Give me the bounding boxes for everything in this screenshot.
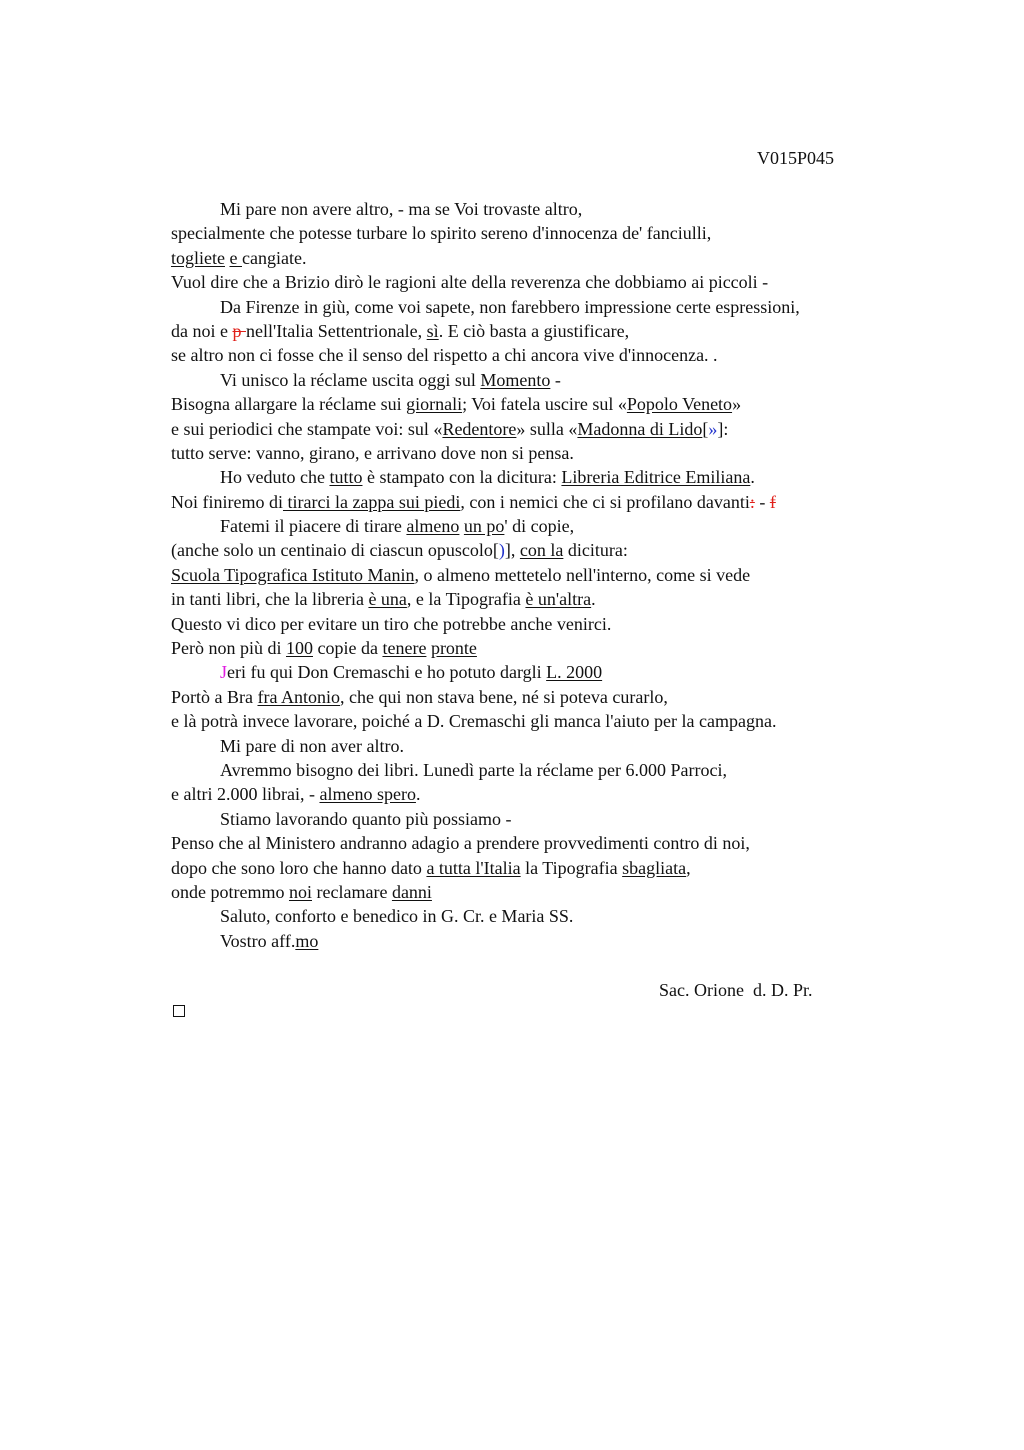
text-segment: e sui periodici che stampate voi: sul « (171, 418, 443, 439)
underlined-text: almeno (406, 516, 460, 537)
text-segment: Mi pare non avere altro, - ma se Voi trovaste altro, (220, 199, 583, 219)
text-segment: - (550, 369, 561, 390)
text-segment: è stampato con la dicitura: (362, 467, 562, 488)
text-segment: Avremmo bisogno dei libri. Lunedì parte la réclame per 6.000 Parroci, (220, 759, 728, 780)
text-segment: ]: (717, 418, 729, 439)
text-line (171, 807, 800, 831)
text-segment: , che qui non stava bene, né si poteva curarlo, (339, 686, 668, 707)
letter-body (171, 197, 800, 953)
text-line (171, 685, 800, 709)
text-segment: nell'Italia Settentrionale, (245, 320, 427, 341)
text-segment: » (732, 394, 742, 415)
text-line (171, 221, 800, 245)
underlined-text: mo (295, 930, 319, 951)
underlined-text: noi (288, 881, 312, 902)
text-segment: Ho veduto che (220, 467, 330, 488)
text-segment: da noi e (171, 320, 233, 341)
text-segment: onde potremmo (171, 881, 289, 902)
text-segment: Vi unisco la réclame uscita oggi sul (220, 369, 481, 390)
text-line (171, 368, 800, 392)
text-line (171, 197, 800, 221)
text-segment: se altro non ci fosse che il senso del rispetto a chi ancora vive d'innocenza. . (171, 345, 718, 366)
text-segment: Questo vi dico per evitare un tiro che potrebbe anche venirci. (171, 613, 612, 634)
text-segment: . (750, 467, 755, 488)
underlined-text: è un'altra (525, 589, 592, 610)
text-segment: [ (702, 418, 709, 439)
text-segment: . (591, 589, 596, 610)
text-segment: Noi finiremo di (171, 491, 283, 512)
text-segment: » sulla « (516, 418, 578, 439)
text-segment: . (415, 784, 421, 805)
underlined-text: togliete (171, 247, 225, 268)
text-segment: tutto serve: vanno, girano, e arrivano dove non si pensa. (171, 442, 574, 463)
text-line (171, 465, 800, 489)
deleted-text: f (769, 491, 776, 512)
text-segment: . E ciò basta a giustificare, (438, 320, 630, 341)
text-line (171, 417, 800, 441)
text-segment: e là potrà invece lavorare, poiché a D. Cremaschi gli manca l'aiuto per la campagna. (171, 711, 777, 732)
document-id: V015P045 (757, 148, 835, 168)
text-segment: Saluto, conforto e benedico in G. Cr. e Maria SS. (220, 906, 574, 927)
text-segment: Stiamo lavorando quanto più possiamo - (220, 808, 512, 829)
text-segment: Da Firenze in giù, come voi sapete, non farebbero impressione certe espressioni, (220, 296, 800, 317)
underlined-text: almeno spero (319, 784, 416, 805)
text-line (171, 660, 800, 684)
underlined-text: Scuola Tipografica Istituto Manin (171, 564, 415, 585)
text-segment: Però non più di (171, 638, 286, 659)
text-segment: la Tipografia (520, 857, 623, 878)
text-segment: cangiate. (241, 247, 307, 268)
text-segment: dicitura: (563, 540, 628, 561)
underlined-text: pronte (430, 638, 477, 659)
text-line (171, 514, 800, 538)
text-segment: , e la Tipografia (406, 589, 526, 610)
underlined-text: un po (463, 516, 505, 537)
text-segment: , (686, 857, 691, 878)
text-segment: in tanti libri, che la libreria (171, 589, 369, 610)
text-line (171, 538, 800, 562)
text-line (171, 392, 800, 416)
deleted-text: p (232, 320, 246, 341)
checkbox-icon[interactable] (173, 1005, 185, 1017)
text-line (171, 343, 800, 367)
text-segment: dopo che sono loro che hanno dato (171, 857, 427, 878)
underlined-text: Libreria Editrice Emiliana (561, 467, 751, 488)
underlined-text: fra Antonio (257, 686, 340, 707)
text-segment: Fatemi il piacere di tirare (220, 516, 407, 537)
text-line (171, 929, 800, 953)
text-segment: Penso che al Ministero andranno adagio a prendere provvedimenti contro di noi, (171, 833, 750, 854)
text-line (171, 295, 800, 319)
text-segment: eri fu qui Don Cremaschi e ho potuto dargli (227, 662, 547, 683)
text-segment: ; Voi fatela uscire sul « (462, 394, 627, 415)
text-line (171, 734, 800, 758)
underlined-text: giornali (406, 394, 463, 415)
underlined-text: a tutta l'Italia (426, 857, 521, 878)
text-segment: copie da (313, 638, 383, 659)
underlined-text: Momento (480, 369, 551, 390)
underlined-text: tenere (382, 638, 427, 659)
text-segment: Portò a Bra (171, 686, 258, 707)
text-segment: ' di copie, (504, 516, 575, 537)
marked-text: ) (498, 540, 505, 561)
text-segment: Vuol dire che a Brizio dirò le ragioni alte della reverenza che dobbiamo ai piccoli - (171, 272, 769, 293)
text-segment: , con i nemici che ci si profilano davanti (460, 491, 750, 512)
deleted-text: : (749, 491, 755, 512)
text-line (171, 563, 800, 587)
underlined-text: danni (391, 881, 432, 902)
marked-text: » (708, 418, 718, 439)
text-line (171, 636, 800, 660)
text-line (171, 612, 800, 636)
text-segment: Vostro aff. (220, 930, 296, 951)
text-line (171, 490, 800, 514)
text-line (171, 246, 800, 270)
text-segment: Bisogna allargare la réclame sui (171, 394, 407, 415)
underlined-text: tirarci la zappa sui piedi (282, 491, 461, 512)
text-segment: Mi pare di non aver altro. (220, 735, 404, 756)
text-line (171, 758, 800, 782)
text-segment: (anche solo un centinaio di ciascun opuscolo[ (171, 540, 499, 561)
text-line (171, 319, 800, 343)
text-line (171, 441, 800, 465)
text-line (171, 880, 800, 904)
text-line (171, 709, 800, 733)
text-line (171, 831, 800, 855)
underlined-text: sbagliata (622, 857, 687, 878)
text-segment: e altri 2.000 librai, - (171, 784, 320, 805)
underlined-text: Popolo Veneto (626, 394, 733, 415)
text-segment: , o almeno mettetelo nell'interno, come si vede (414, 564, 751, 585)
text-segment: ], (504, 540, 520, 561)
marked-text: J (220, 662, 228, 683)
underlined-text: tutto (329, 467, 363, 488)
text-segment: - (754, 491, 770, 512)
text-segment: reclamare (312, 881, 392, 902)
underlined-text: sì (426, 320, 439, 341)
text-line (171, 904, 800, 928)
underlined-text: Redentore (442, 418, 517, 439)
underlined-text: con la (519, 540, 564, 561)
text-segment: specialmente che potesse turbare lo spirito sereno d'innocenza de' fanciulli, (171, 223, 712, 244)
underlined-text: 100 (286, 638, 313, 659)
signature: Sac. Orione d. D. Pr. (659, 980, 813, 1000)
text-line (171, 587, 800, 611)
underlined-text: è una (368, 589, 407, 610)
text-line (171, 270, 800, 294)
underlined-text: e (229, 247, 242, 268)
underlined-text: L. 2000 (546, 662, 603, 683)
underlined-text: Madonna di Lido (577, 418, 703, 439)
text-line (171, 856, 800, 880)
text-line (171, 782, 800, 806)
